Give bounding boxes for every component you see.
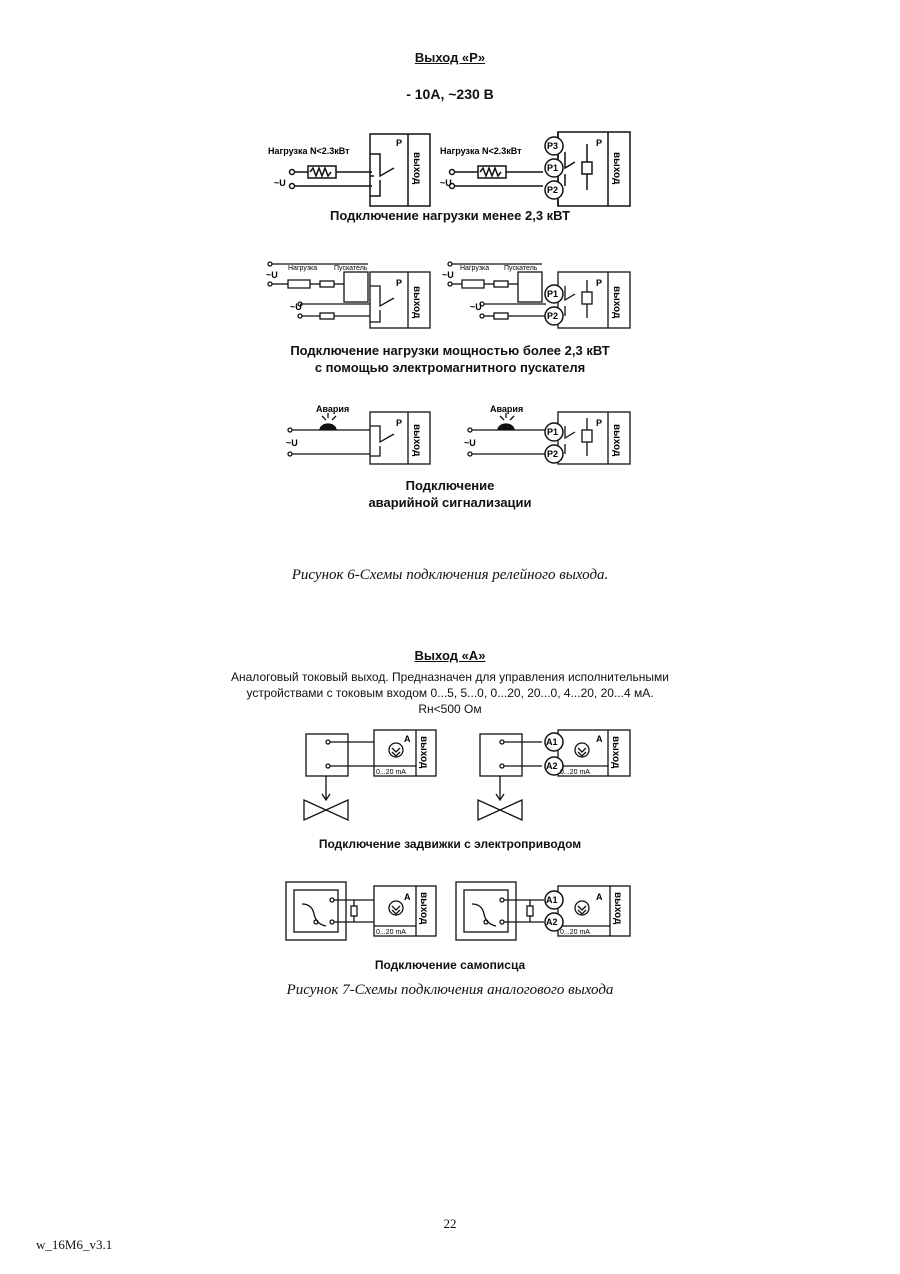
load-label-left: Нагрузка N<2.3кВт [268,146,350,156]
analog-valve-diagram [300,728,640,824]
load-short-label: Нагрузка [460,265,490,272]
voltage-label: ~U [470,302,482,312]
relay-title: Выход «Р» [414,50,486,65]
page-number: 22 [443,1216,457,1231]
analog-desc-line2: устройствами с токовым входом 0...5, 5...0, 0...20, 20...0, 4...20, 20...4 мА. [246,686,654,700]
alarm-label: Авария [490,404,524,414]
pin-a2: A2 [546,761,558,771]
range-label: 0...20 mA [560,769,590,776]
relay-section3-caption-line2: аварийной сигнализации [368,495,532,510]
analog-module-vertical: выход [418,892,429,925]
relay-load-diagram [260,124,640,214]
analog-module-vertical: выход [418,736,429,769]
voltage-label: ~U [290,302,302,312]
pin-p2: P2 [547,449,559,459]
load-short-label: Нагрузка [288,265,318,272]
analog-desc-line1: Аналоговый токовый выход. Предназначен для управления исполнительными [231,670,669,684]
range-label: 0...20 mA [560,929,590,936]
relay-starter-diagram [260,256,640,336]
pin-p1: P1 [547,289,559,299]
starter-label: Пускатель [334,265,368,272]
pin-a1: A1 [546,737,558,747]
pin-a1: A1 [546,895,558,905]
relay-section2-caption-line1: Подключение нагрузки мощностью более 2,3 кВТ [290,343,610,358]
module-vertical-label: выход [611,152,622,185]
module-vertical-label: выход [411,152,422,185]
pin-p3: P3 [547,141,559,151]
analog-recorder-diagram [284,880,640,944]
voltage-label: ~U [442,270,454,280]
voltage-label-right: ~U [440,178,452,188]
relay-section3-caption-line1: Подключение [405,478,495,493]
analog-section1-caption: Подключение задвижки с электроприводом [318,837,582,851]
range-label: 0...20 mA [376,929,406,936]
module-letter: P [596,418,603,428]
relay-section2-caption-line2: с помощью электромагнитного пускателя [314,360,586,375]
pin-p2: P2 [547,311,559,321]
module-vertical-label: выход [611,286,622,319]
analog-module-letter: A [596,892,603,902]
analog-module-letter: A [404,892,411,902]
analog-desc-line3: Rн<500 Ом [418,702,482,716]
analog-module-vertical: выход [610,736,621,769]
relay-rating: - 10А, ~230 В [406,86,494,102]
analog-module-vertical: выход [612,892,623,925]
range-label: 0...20 mA [376,769,406,776]
module-vertical-label: выход [611,424,622,457]
voltage-label: ~U [286,438,298,448]
relay-alarm-diagram [260,400,640,472]
module-letter: P [596,138,603,148]
alarm-label: Авария [316,404,350,414]
pin-p2: P2 [547,185,559,195]
load-label-right: Нагрузка N<2.3кВт [440,146,522,156]
analog-title: Выход «А» [414,648,486,663]
module-vertical-label: выход [411,424,422,457]
analog-section2-caption: Подключение самописца [374,958,526,972]
starter-label: Пускатель [504,265,538,272]
module-vertical-label: выход [411,286,422,319]
figure6-caption: Рисунок 6-Схемы подключения релейного выхода. [291,567,609,583]
doc-id: w_16M6_v3.1 [36,1237,113,1252]
voltage-label-left: ~U [274,178,286,188]
analog-module-letter: A [404,734,411,744]
module-letter: P [396,278,403,288]
pin-p1: P1 [547,163,559,173]
pin-p1: P1 [547,427,559,437]
module-letter: P [396,138,403,148]
voltage-label: ~U [266,270,278,280]
relay-section1-caption: Подключение нагрузки менее 2,3 кВТ [329,208,571,223]
figure7-caption: Рисунок 7-Схемы подключения аналогового выхода [286,982,614,998]
module-letter: P [396,418,403,428]
pin-a2: A2 [546,917,558,927]
voltage-label: ~U [464,438,476,448]
analog-module-letter: A [596,734,603,744]
module-letter: P [596,278,603,288]
